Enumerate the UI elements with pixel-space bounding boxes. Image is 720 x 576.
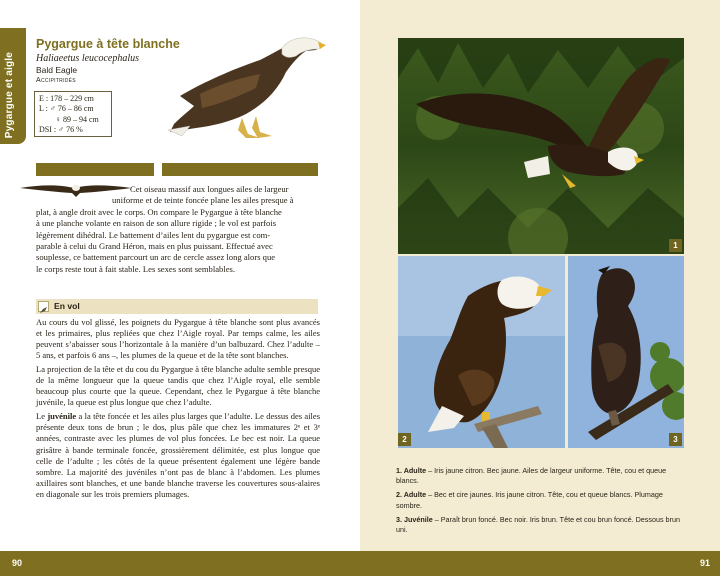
photo-adult-flight [398,38,684,254]
caption [396,466,688,486]
intro-line: plat, à angle droit avec le corps. On compare le Pygargue à tête blanche [36,206,282,217]
body-text [36,317,320,503]
measurements-box [34,91,112,137]
caption-text: – Bec et cire jaunes. Iris jaune citron. Tête, cou et queue blancs. Plumage sombre. [396,490,663,510]
text-run: Le [36,411,48,422]
intro-paragraph [36,184,320,275]
section-header [36,299,318,314]
photo-adult-perched [398,256,565,448]
photo-captions [396,466,688,539]
chapter-tab-label: Pygargue et aigle [4,51,15,138]
intro-line: souplesse, ce battement parcourt un arc de cercle assez long alors que [36,252,276,263]
caption-text: – Paraît brun foncé. Bec noir. Iris brun. Tête et cou brun foncé. Dessous brun uni. [396,514,680,535]
length-female: ♀ 89 – 94 cm [55,114,99,124]
english-name: Bald Eagle [36,65,78,75]
family-name: Accipitridés [36,77,76,84]
bold-term: juvénile [47,411,77,422]
latin-name: Haliaeetus leucocephalus [36,53,140,64]
header-bar-right [162,163,318,176]
page-number-right: 91 [699,558,710,568]
photo-number: 3 [669,433,682,446]
paragraph [36,411,320,499]
length-male: L : ♂ 76 – 86 cm [39,104,94,114]
eagle-illustration [160,34,326,142]
intro-line: à une planche volante en raison de son allure rigide ; le vol est parfois [36,218,277,229]
paragraph: La projection de la tête et du cou du Pygargue à tête blanche adulte semble presque de la même longueur que la queue tandis que chez l’Aigle royal, elle semble beaucoup plus courte que la queue. Cependant, chez le Pygargue à tête blanche juvénile, la queue est plus longue que chez l’adulte. [36,364,320,408]
caption-label: 3. Juvénile [396,514,433,524]
header-bar-left [36,163,154,176]
photo-juvenile-perched [568,256,684,448]
footer-right [360,551,720,576]
intro-line: le corps reste tout à fait stable. Les sexes sont semblables. [36,263,236,274]
chapter-tab [0,28,26,144]
text-run: a la tête foncée et les ailes plus larges que l’adulte. Le dessus des ailes présente deux tons de brun ; le dos, plus pâle que chez les immatures 2ᵉ et 3ᵉ années, contraste avec les plumes de vol plus foncées. Le bec est noir. La queue grisâtre à bande terminale foncée, grossièrement délimitée, est plus longue que celle de l’adulte ; les côtés de la queue présentent également une légère bande sombre. La majorité des juvéniles n’ont pas de blanc à l’abdomen. Les plumes axillaires sont blanches, et une bande blanche traverse les couvertures sous-alaires en diagonale sur les trois premiers plumages. [36,411,320,499]
intro-line: parable à celui du Grand Héron, mais en plus puissant. Effectué avec [36,241,273,252]
caption-label: 1. Adulte [396,466,427,475]
wingspan: E : 178 – 229 cm [39,94,94,103]
photo-number: 2 [398,433,411,446]
page-number-left: 90 [12,558,23,568]
intro-line: uniforme et de teinte foncée plane les ailes presque à [112,195,294,206]
section-title: En vol [54,301,80,311]
caption-text: – Iris jaune citron. Bec jaune. Ailes de largeur uniforme. Tête, cou et queue blancs. [396,466,667,486]
flight-icon [38,301,49,312]
footer-left [0,551,360,576]
species-title: Pygargue à tête blanche [36,37,180,51]
intro-line: légèrement dihédral. Le battement d’ailes lent du pygargue est com- [36,229,271,240]
dsi: DSI : ♂ 76 % [39,125,83,135]
caption [396,515,688,535]
photo-number: 1 [669,239,682,252]
caption-label: 2. Adulte [396,490,427,500]
caption [396,490,688,510]
paragraph: Au cours du vol glissé, les poignets du Pygargue à tête blanche sont plus avancés et les primaires, plus repliées que chez l’Aigle royal. Par temps calme, les ailes peuvent s’abaisser sous l’horizontale à la manière d’un balbuzard. Chez l’adulte – 5 ans, et parfois 6 ans –, les plumes de la queue et de la tête sont blanches. [36,317,320,361]
intro-line: Cet oiseau massif aux longues ailes de largeur [130,184,289,194]
